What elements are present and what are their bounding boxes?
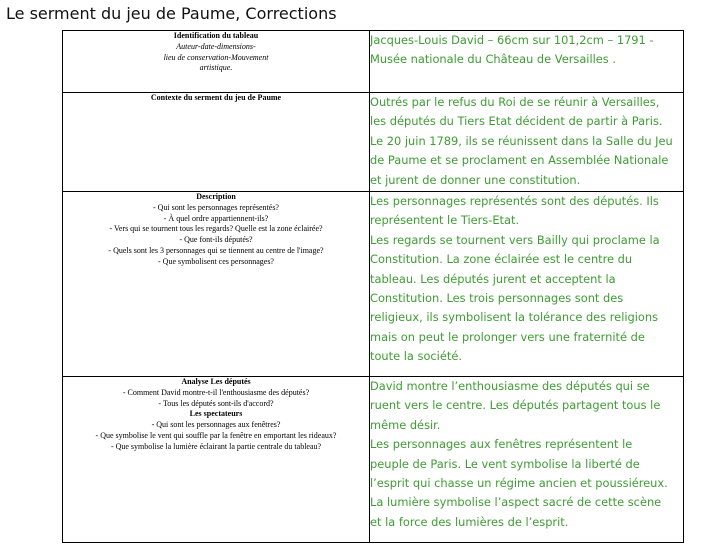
question-line: - Que symbolise le vent qui souffle par la fenêtre en emportant les rideaux? bbox=[95, 430, 337, 440]
answer-line: David montre l’enthousiasme des députés qui se bbox=[370, 379, 650, 393]
table-row bbox=[63, 192, 684, 377]
question-line: - Que font-ils députés? bbox=[179, 235, 253, 245]
answer-cell bbox=[370, 93, 684, 192]
question-line: - Vers qui se tournent tous les regards? Quelle est la zone éclairée? bbox=[109, 224, 323, 234]
question-line: - Quels sont les 3 personnages qui se tiennent au centre de l'image? bbox=[108, 245, 324, 255]
answer-line: Le 20 juin 1789, ils se réunissent dans la Salle du Jeu bbox=[370, 133, 673, 148]
question-cell bbox=[63, 31, 370, 93]
answer-line: ruent vers le centre. Les députés partagent tous le bbox=[370, 398, 661, 413]
answer-line: Musée nationale du Château de Versailles . bbox=[370, 52, 616, 67]
answer-line: Outrés par le refus du Roi de se réunir à Versailles, bbox=[370, 95, 660, 109]
answer-line: Jacques-Louis David – 66cm sur 101,2cm – 1791 - bbox=[370, 33, 654, 47]
table-row bbox=[63, 377, 684, 543]
question-heading: Analyse Les députés bbox=[181, 377, 251, 386]
answer-cell bbox=[370, 192, 684, 377]
question-line: lieu de conservation-Mouvement bbox=[163, 52, 269, 62]
question-line: - À quel ordre appartiennent-ils? bbox=[163, 213, 269, 223]
question-cell bbox=[63, 377, 370, 543]
answer-line: Constitution. La zone éclairée est le centre du bbox=[370, 252, 633, 267]
answer-line: de Paume et se proclament en Assemblée Nationale bbox=[370, 153, 669, 168]
question-line: - Que symbolisent ces personnages? bbox=[158, 256, 274, 266]
answer-line: représentent le Tiers-Etat. bbox=[370, 213, 520, 228]
question-line: - Que symbolise la lumière éclairant la partie centrale du tableau? bbox=[110, 441, 322, 451]
answer-line: Les personnages représentés sont des députés. Ils bbox=[370, 194, 659, 208]
answer-line: mais on peut le prolonger vers une fraternité de bbox=[370, 329, 645, 344]
question-heading: Description bbox=[196, 192, 236, 201]
answer-line: toute la société. bbox=[370, 349, 462, 364]
answer-line: La lumière symbolise l’aspect sacré de cette scène bbox=[370, 495, 662, 510]
question-subheading: Les spectateurs bbox=[189, 409, 243, 419]
answer-cell bbox=[370, 377, 684, 543]
answer-line: Les regards se tournent vers Bailly qui proclame la bbox=[370, 232, 660, 247]
answer-line: Constitution. Les trois personnages sont des bbox=[370, 291, 624, 306]
answer-line: et jurent de donner une constitution. bbox=[370, 172, 581, 187]
question-line: Auteur-date-dimensions- bbox=[176, 41, 256, 51]
question-cell bbox=[63, 93, 370, 192]
answer-line: religieux, ils symbolisent la tolérance des religions bbox=[370, 310, 659, 325]
question-line: artistique. bbox=[199, 63, 233, 73]
answer-line: peuple de Paris. Le vent symbolise la liberté de bbox=[370, 456, 640, 471]
answer-line: Les personnages aux fenêtres représentent le bbox=[370, 437, 633, 452]
question-line: - Comment David montre-t-il l'enthousiasme des députés? bbox=[122, 387, 310, 397]
question-heading: Identification du tableau bbox=[173, 31, 259, 40]
question-heading: Contexte du serment du jeu de Paume bbox=[150, 93, 282, 102]
page-title: Le serment du jeu de Paume, Corrections bbox=[6, 4, 337, 23]
table-row bbox=[63, 31, 684, 93]
corrections-table bbox=[62, 30, 684, 543]
question-line: - Qui sont les personnages aux fenêtres? bbox=[151, 420, 281, 430]
question-line: - Qui sont les personnages représentés? bbox=[153, 202, 279, 212]
answer-cell bbox=[370, 31, 684, 93]
question-line: - Tous les députés sont-ils d'accord? bbox=[158, 398, 274, 408]
answer-line: tableau. Les députés jurent et acceptent la bbox=[370, 271, 616, 286]
answer-line: et la force des lumières de l’esprit. bbox=[370, 514, 569, 529]
answer-line: l’esprit qui chasse un régime ancien et poussiéreux. bbox=[370, 476, 668, 491]
answer-line: les députés du Tiers Etat décident de partir à Paris. bbox=[370, 114, 663, 129]
question-cell bbox=[63, 192, 370, 377]
answer-line: même désir. bbox=[370, 417, 441, 432]
table-row bbox=[63, 93, 684, 192]
